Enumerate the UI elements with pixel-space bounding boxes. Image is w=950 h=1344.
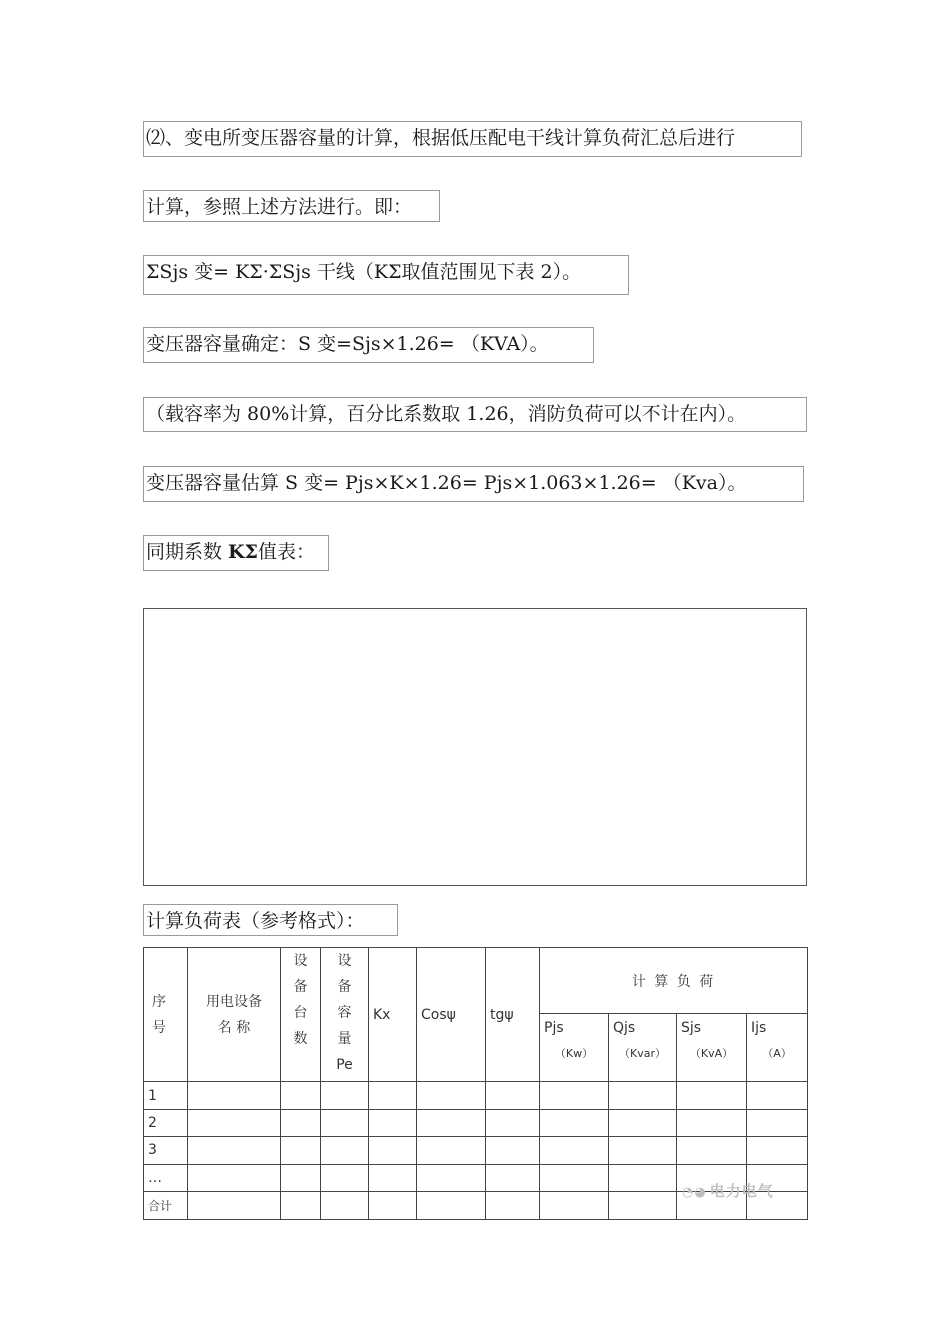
header-calculated-load: 计 算 负 荷 [540,948,808,1014]
header-ijs: Ijs （A） [747,1014,808,1082]
simultaneity-table-image-placeholder [143,608,807,886]
row-seq: 3 [144,1136,188,1164]
formula-sum-sjs: ΣSjs 变= KΣ·ΣSjs 干线（KΣ取值范围见下表 2）。 [143,255,629,295]
header-equipment-capacity: 设 备 容 量 Pe [321,948,369,1082]
header-equipment-name: 用电设备 名 称 [188,948,281,1082]
paragraph-transformer-capacity: ⑵、变电所变压器容量的计算，根据低压配电干线计算负荷汇总后进行 [143,121,802,157]
heading-simultaneity-table: 同期系数 KΣ值表： [143,535,329,571]
row-total-label: 合计 [144,1191,188,1219]
table-row [144,1109,808,1136]
header-pjs: Pjs （Kw） [540,1014,609,1082]
header-equipment-count: 设 备 台 数 [281,948,321,1082]
chat-bubble-icon: ◔◕ [682,1185,707,1200]
formula-capacity-estimate: 变压器容量估算 S 变= Pjs×K×1.26= Pjs×1.063×1.26= （Kva）。 [143,466,804,502]
header-cos: Cosψ [417,948,486,1082]
header-tg: tgψ [486,948,540,1082]
row-seq: … [144,1164,188,1191]
header-kx: Kx [369,948,417,1082]
table-row [144,1082,808,1109]
note-load-rate: （载容率为 80%计算，百分比系数取 1.26，消防负荷可以不计在内）。 [143,397,807,432]
header-sjs: Sjs （KvA） [677,1014,747,1082]
heading-load-calculation-table: 计算负荷表（参考格式）： [143,904,398,936]
header-seq: 序 号 [144,948,188,1082]
formula-capacity-determination: 变压器容量确定：S 变=Sjs×1.26= （KVA）。 [143,327,594,363]
header-qjs: Qjs （Kvar） [609,1014,677,1082]
paragraph-method-reference: 计算，参照上述方法进行。即： [143,190,440,222]
row-seq: 2 [144,1109,188,1136]
row-seq: 1 [144,1082,188,1109]
watermark: ◔◕ 电力电气 [682,1182,774,1200]
table-row [144,1136,808,1164]
